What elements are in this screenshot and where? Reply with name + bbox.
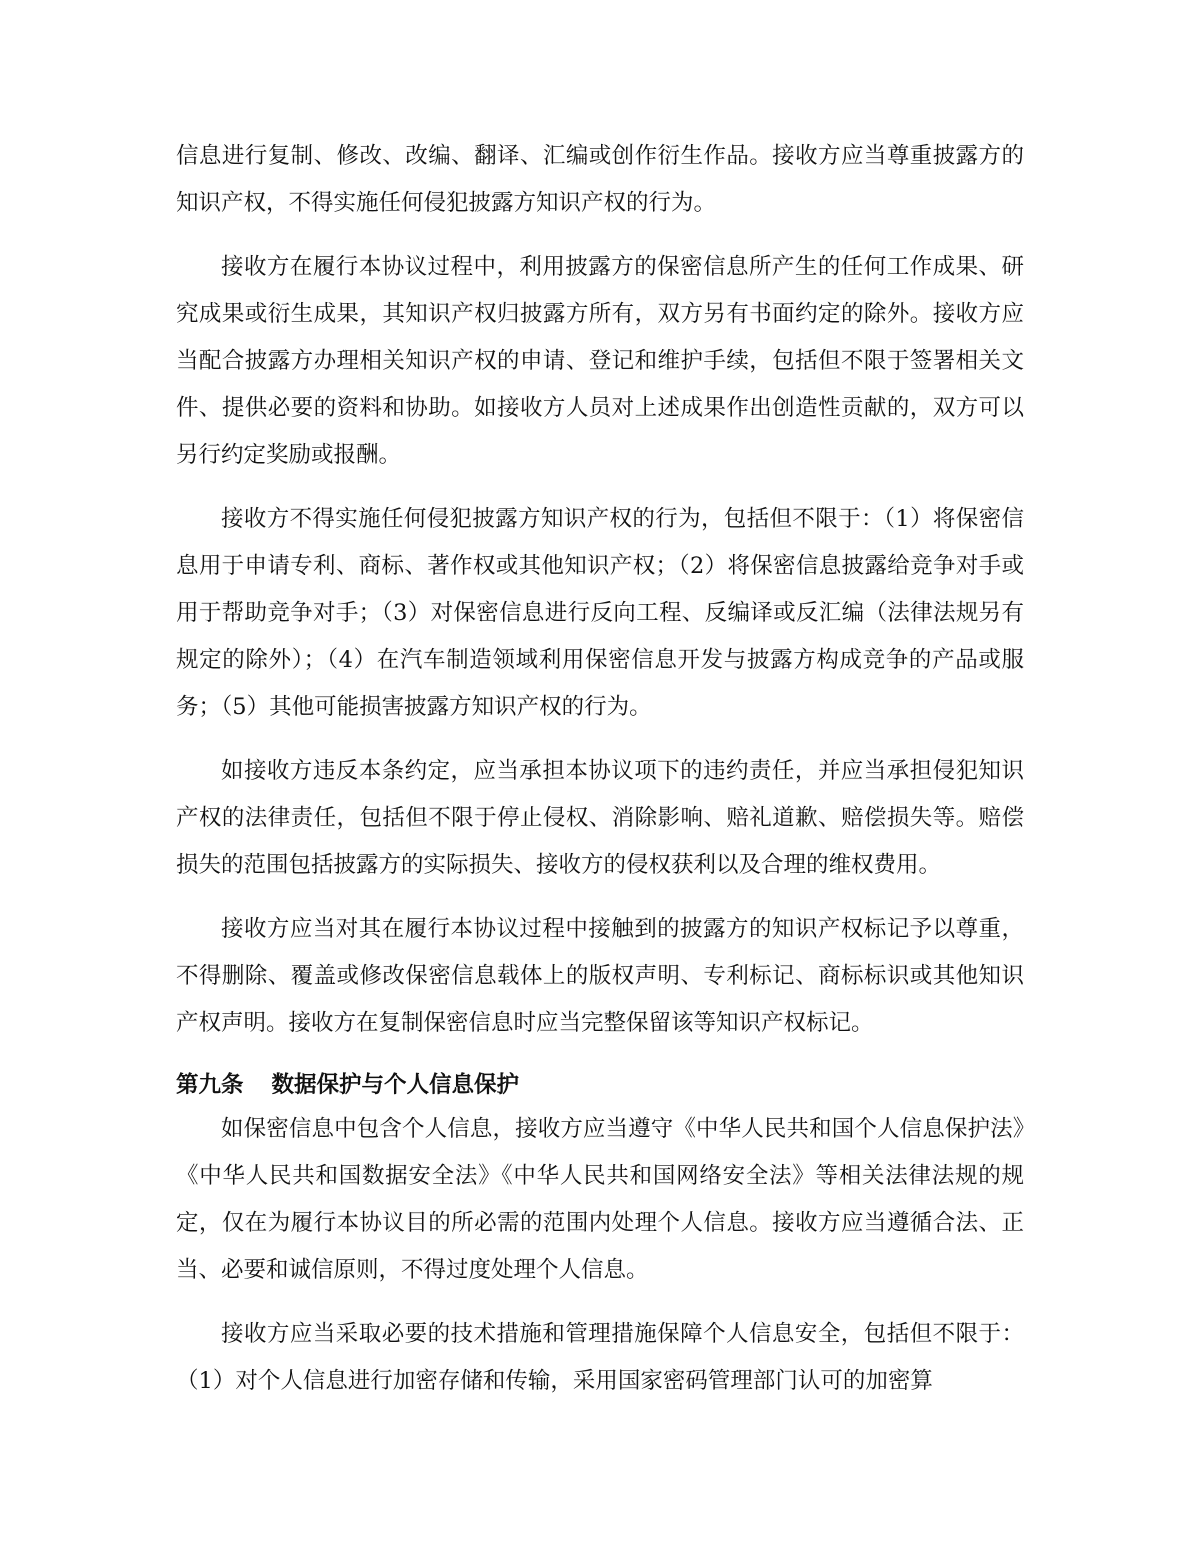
paragraph-personal-info-security: 接收方应当采取必要的技术措施和管理措施保障个人信息安全，包括但不限于：（1）对个人信息进行加密存储和传输，采用国家密码管理部门认可的加密算 bbox=[176, 1321, 1024, 1394]
article-title: 数据保护与个人信息保护 bbox=[271, 1072, 520, 1098]
document-body bbox=[176, 133, 1024, 1422]
paragraph-ip-continuation: 信息进行复制、修改、改编、翻译、汇编或创作衍生作品。接收方应当尊重披露方的知识产权，不得实施任何侵犯披露方知识产权的行为。 bbox=[176, 143, 1024, 216]
paragraph-personal-info-compliance: 如保密信息中包含个人信息，接收方应当遵守《中华人民共和国个人信息保护法》《中华人民共和国数据安全法》《中华人民共和国网络安全法》等相关法律法规的规定，仅在为履行本协议目的所必需的范围内处理个人信息。接收方应当遵循合法、正当、必要和诚信原则，不得过度处理个人信息。 bbox=[176, 1116, 1024, 1283]
paragraph-ip-prohibited-acts: 接收方不得实施任何侵犯披露方知识产权的行为，包括但不限于：（1）将保密信息用于申请专利、商标、著作权或其他知识产权；（2）将保密信息披露给竞争对手或用于帮助竞争对手；（3）对保密信息进行反向工程、反编译或反汇编（法律法规另有规定的除外）；（4）在汽车制造领域利用保密信息开发与披露方构成竞争的产品或服务；（5）其他可能损害披露方知识产权的行为。 bbox=[176, 506, 1024, 720]
article-heading bbox=[176, 1064, 1024, 1106]
paragraph-ip-ownership: 接收方在履行本协议过程中，利用披露方的保密信息所产生的任何工作成果、研究成果或衍生成果，其知识产权归披露方所有，双方另有书面约定的除外。接收方应当配合披露方办理相关知识产权的申请、登记和维护手续，包括但不限于签署相关文件、提供必要的资料和协助。如接收方人员对上述成果作出创造性贡献的，双方可以另行约定奖励或报酬。 bbox=[176, 254, 1024, 468]
paragraph-ip-marks: 接收方应当对其在履行本协议过程中接触到的披露方的知识产权标记予以尊重，不得删除、覆盖或修改保密信息载体上的版权声明、专利标记、商标标识或其他知识产权声明。接收方在复制保密信息时应当完整保留该等知识产权标记。 bbox=[176, 916, 1024, 1036]
paragraph-ip-liability: 如接收方违反本条约定，应当承担本协议项下的违约责任，并应当承担侵犯知识产权的法律责任，包括但不限于停止侵权、消除影响、赔礼道歉、赔偿损失等。赔偿损失的范围包括披露方的实际损失、接收方的侵权获利以及合理的维权费用。 bbox=[176, 758, 1024, 878]
article-number: 第九条 bbox=[176, 1072, 244, 1098]
